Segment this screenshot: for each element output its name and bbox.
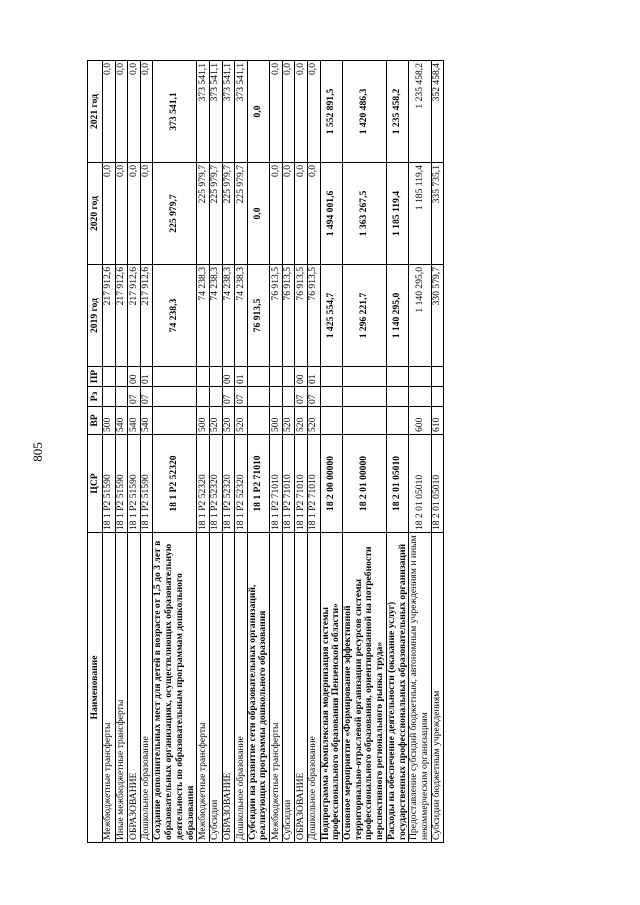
cell-name: ОБРАЗОВАНИЕ [295, 533, 308, 843]
cell-2020: 0,0 [128, 163, 141, 265]
cell-2020: 0,0 [103, 163, 116, 265]
table-row [140, 61, 153, 843]
cell-rz [103, 387, 116, 407]
cell-2020: 1 363 267,5 [343, 163, 387, 265]
cell-2020: 1 185 119,4 [386, 163, 408, 265]
cell-2019: 1 425 554,7 [320, 265, 342, 367]
cell-pr: 00 [128, 367, 141, 387]
cell-2020: 225 979,7 [197, 163, 210, 265]
cell-2020: 335 735,1 [431, 163, 444, 265]
cell-csr: 18 2 01 00000 [343, 435, 387, 533]
cell-name: Межбюджетные трансферты [103, 533, 116, 843]
cell-2019: 1 296 221,7 [343, 265, 387, 367]
cell-name: Расходы на обеспечение деятельности (оказание услуг) государственных профессиональных образовательных организаций [386, 533, 408, 843]
cell-2021: 0,0 [295, 61, 308, 163]
cell-2021: 1 420 486,3 [343, 61, 387, 163]
cell-name: Межбюджетные трансферты [270, 533, 283, 843]
cell-2021: 0,0 [128, 61, 141, 163]
cell-2021: 0,0 [270, 61, 283, 163]
cell-vr: 520 [295, 407, 308, 435]
cell-vr [247, 407, 269, 435]
cell-rz: 07 [295, 387, 308, 407]
cell-rz: 07 [128, 387, 141, 407]
budget-table-container [87, 61, 626, 843]
cell-csr: 18 1 Р2 52320 [235, 435, 248, 533]
table-header-row [88, 61, 103, 843]
cell-rz [282, 387, 295, 407]
cell-name: Дошкольное образование [235, 533, 248, 843]
cell-2021: 0,0 [140, 61, 153, 163]
cell-vr: 520 [307, 407, 320, 435]
cell-vr [320, 407, 342, 435]
cell-rz: 07 [140, 387, 153, 407]
cell-2019: 74 238,3 [197, 265, 210, 367]
table-row [209, 61, 222, 843]
cell-2019: 1 140 295,0 [386, 265, 408, 367]
table-row [343, 61, 387, 843]
cell-rz [209, 387, 222, 407]
cell-csr: 18 2 01 05010 [409, 435, 431, 533]
cell-vr [343, 407, 387, 435]
cell-2019: 76 913,5 [247, 265, 269, 367]
cell-2021: 373 541,1 [209, 61, 222, 163]
cell-name: Создание дополнительных мест для детей в возрасте от 1,5 до 3 лет в образовательных организациях, осуществляющих образовательную деятельность по образовательным программам дошкольного образования [153, 533, 197, 843]
cell-2019: 217 912,6 [128, 265, 141, 367]
cell-2021: 0,0 [103, 61, 116, 163]
cell-2019: 76 913,5 [282, 265, 295, 367]
table-row [235, 61, 248, 843]
page-number: 805 [30, 442, 45, 462]
cell-2020: 1 494 001,6 [320, 163, 342, 265]
cell-vr: 500 [103, 407, 116, 435]
cell-pr [153, 367, 197, 387]
cell-rz [320, 387, 342, 407]
cell-csr: 18 1 Р2 51590 [128, 435, 141, 533]
cell-pr [247, 367, 269, 387]
cell-pr: 01 [307, 367, 320, 387]
cell-rz [153, 387, 197, 407]
cell-name: Субсидии бюджетным учреждениям [431, 533, 444, 843]
cell-csr: 18 1 Р2 71010 [282, 435, 295, 533]
cell-pr: 01 [235, 367, 248, 387]
cell-2019: 74 238,3 [235, 265, 248, 367]
cell-2021: 373 541,1 [222, 61, 235, 163]
cell-csr: 18 1 Р2 71010 [307, 435, 320, 533]
cell-2021: 1 235 458,2 [409, 61, 431, 163]
cell-name: Межбюджетные трансферты [197, 533, 210, 843]
cell-pr [409, 367, 431, 387]
cell-vr: 600 [409, 407, 431, 435]
header-2019: 2019 год [88, 265, 103, 367]
table-row [320, 61, 342, 843]
header-csr: ЦСР [88, 435, 103, 533]
cell-rz: 07 [307, 387, 320, 407]
cell-csr: 18 1 Р2 51590 [140, 435, 153, 533]
cell-2021: 0,0 [307, 61, 320, 163]
cell-2020: 0,0 [115, 163, 128, 265]
cell-name: Основное мероприятие «Формирование эффективной территориально-отраслевой организации ресурсов системы профессионального образования, ориентированной на потребности перспективного регионального рынка труда» [343, 533, 387, 843]
cell-vr: 520 [222, 407, 235, 435]
cell-2020: 0,0 [247, 163, 269, 265]
cell-rz [247, 387, 269, 407]
cell-rz [431, 387, 444, 407]
table-row [270, 61, 283, 843]
cell-csr: 18 1 Р2 52320 [209, 435, 222, 533]
cell-2019: 1 140 295,0 [409, 265, 431, 367]
table-row [222, 61, 235, 843]
cell-vr [386, 407, 408, 435]
cell-pr [431, 367, 444, 387]
cell-csr: 18 1 Р2 71010 [247, 435, 269, 533]
cell-pr [209, 367, 222, 387]
cell-vr: 540 [140, 407, 153, 435]
cell-2021: 0,0 [282, 61, 295, 163]
cell-csr: 18 2 01 05010 [386, 435, 408, 533]
header-2021: 2021 год [88, 61, 103, 163]
cell-rz [270, 387, 283, 407]
cell-name: Дошкольное образование [140, 533, 153, 843]
cell-pr [320, 367, 342, 387]
table-row [295, 61, 308, 843]
cell-pr [386, 367, 408, 387]
cell-rz [386, 387, 408, 407]
table-row [128, 61, 141, 843]
cell-vr: 540 [115, 407, 128, 435]
cell-rz [343, 387, 387, 407]
header-vr: ВР [88, 407, 103, 435]
table-row [197, 61, 210, 843]
cell-rz [197, 387, 210, 407]
header-pr: ПР [88, 367, 103, 387]
cell-2019: 76 913,5 [307, 265, 320, 367]
cell-vr [153, 407, 197, 435]
cell-2019: 76 913,5 [295, 265, 308, 367]
cell-2020: 0,0 [295, 163, 308, 265]
cell-rz: 07 [235, 387, 248, 407]
cell-csr: 18 2 00 00000 [320, 435, 342, 533]
cell-csr: 18 2 01 05010 [431, 435, 444, 533]
cell-pr [103, 367, 116, 387]
table-row [431, 61, 444, 843]
cell-2020: 0,0 [307, 163, 320, 265]
cell-2021: 352 458,4 [431, 61, 444, 163]
cell-2020: 225 979,7 [209, 163, 222, 265]
cell-csr: 18 1 Р2 51590 [115, 435, 128, 533]
cell-2019: 76 913,5 [270, 265, 283, 367]
cell-rz [409, 387, 431, 407]
budget-table [87, 60, 444, 843]
cell-rz [115, 387, 128, 407]
cell-2021: 373 541,1 [153, 61, 197, 163]
cell-vr: 500 [197, 407, 210, 435]
cell-name: ОБРАЗОВАНИЕ [222, 533, 235, 843]
cell-2020: 225 979,7 [235, 163, 248, 265]
header-2020: 2020 год [88, 163, 103, 265]
cell-csr: 18 1 Р2 71010 [295, 435, 308, 533]
cell-2021: 1 235 458,2 [386, 61, 408, 163]
cell-2019: 74 238,3 [209, 265, 222, 367]
cell-2021: 373 541,1 [235, 61, 248, 163]
cell-2020: 0,0 [140, 163, 153, 265]
table-row [307, 61, 320, 843]
cell-pr [282, 367, 295, 387]
cell-2021: 1 552 891,5 [320, 61, 342, 163]
cell-2020: 225 979,7 [153, 163, 197, 265]
cell-name: Субсидии [209, 533, 222, 843]
cell-2020: 0,0 [270, 163, 283, 265]
cell-vr: 500 [270, 407, 283, 435]
cell-2021: 0,0 [115, 61, 128, 163]
table-row [386, 61, 408, 843]
cell-csr: 18 1 Р2 52320 [197, 435, 210, 533]
cell-pr: 00 [295, 367, 308, 387]
cell-vr: 520 [209, 407, 222, 435]
table-row [115, 61, 128, 843]
cell-2019: 217 912,6 [140, 265, 153, 367]
cell-pr: 01 [140, 367, 153, 387]
cell-pr [115, 367, 128, 387]
cell-name: Предоставление субсидий бюджетным, автономным учреждениям и иным некоммерческим организациям [409, 533, 431, 843]
cell-name: Дошкольное образование [307, 533, 320, 843]
cell-pr [270, 367, 283, 387]
cell-csr: 18 1 Р2 71010 [270, 435, 283, 533]
table-row [409, 61, 431, 843]
table-row [282, 61, 295, 843]
cell-2021: 373 541,1 [197, 61, 210, 163]
cell-vr: 520 [235, 407, 248, 435]
cell-2019: 74 238,3 [222, 265, 235, 367]
cell-name: Субсидии [282, 533, 295, 843]
cell-name: Подпрограмма «Комплексная модернизация системы профессионального образования Пензенской области» [320, 533, 342, 843]
cell-2020: 0,0 [282, 163, 295, 265]
table-row [103, 61, 116, 843]
cell-pr [197, 367, 210, 387]
cell-2019: 217 912,6 [115, 265, 128, 367]
cell-pr: 00 [222, 367, 235, 387]
cell-pr [343, 367, 387, 387]
cell-csr: 18 1 Р2 52320 [222, 435, 235, 533]
cell-2019: 330 579,7 [431, 265, 444, 367]
table-row [247, 61, 269, 843]
cell-name: Субсидии на развитие сети образовательных организаций, реализующих программы дошкольного образования [247, 533, 269, 843]
cell-csr: 18 1 Р2 51590 [103, 435, 116, 533]
cell-rz: 07 [222, 387, 235, 407]
cell-2019: 74 238,3 [153, 265, 197, 367]
header-name: Наименование [88, 533, 103, 843]
cell-2020: 225 979,7 [222, 163, 235, 265]
header-rz: Рз [88, 387, 103, 407]
cell-vr: 540 [128, 407, 141, 435]
cell-name: ОБРАЗОВАНИЕ [128, 533, 141, 843]
cell-2020: 1 185 119,4 [409, 163, 431, 265]
cell-2021: 0,0 [247, 61, 269, 163]
table-row [153, 61, 197, 843]
cell-vr: 610 [431, 407, 444, 435]
cell-name: Иные межбюджетные трансферты [115, 533, 128, 843]
cell-csr: 18 1 Р2 52320 [153, 435, 197, 533]
cell-vr: 520 [282, 407, 295, 435]
cell-2019: 217 912,6 [103, 265, 116, 367]
